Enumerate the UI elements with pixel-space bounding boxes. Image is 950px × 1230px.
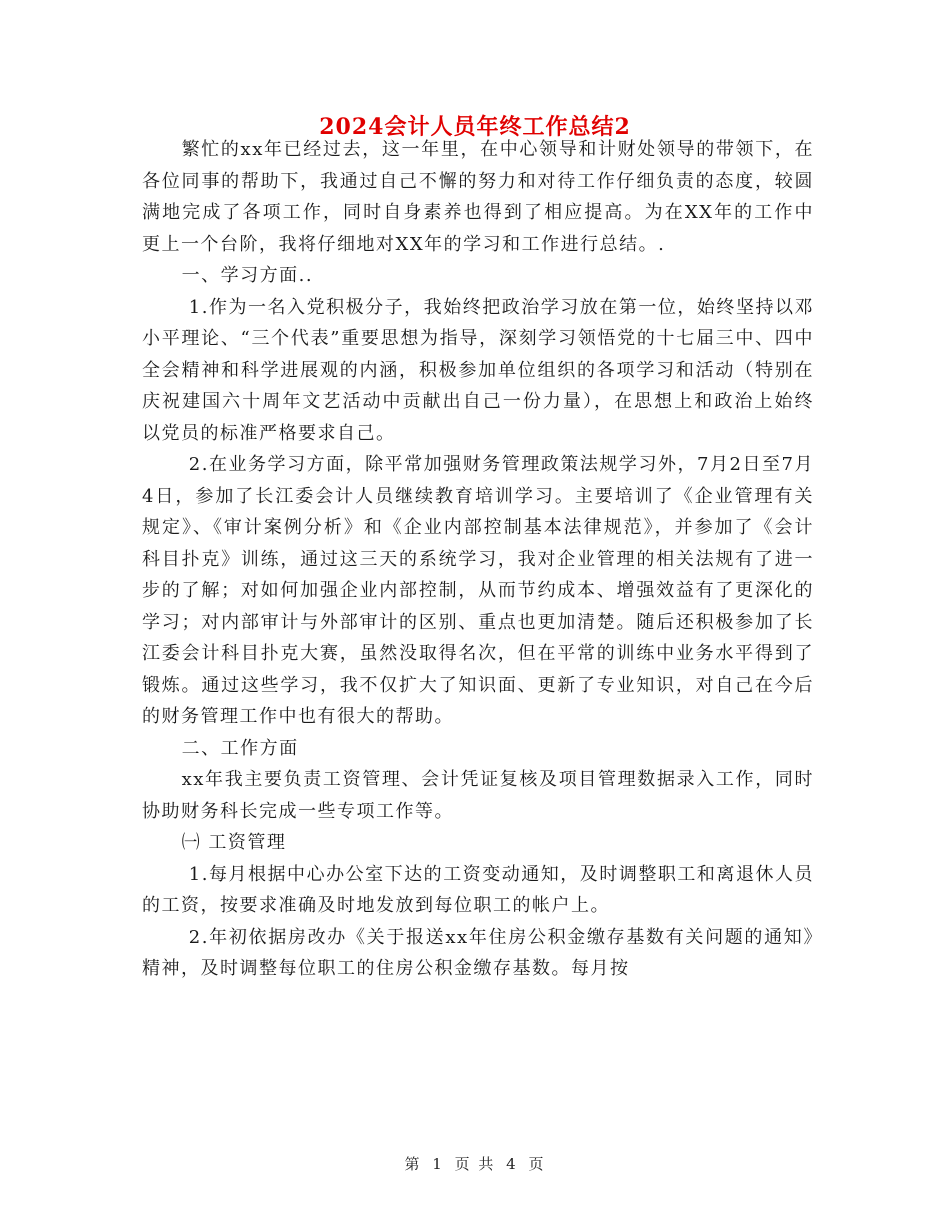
paragraph-business-study: 2.在业务学习方面，除平常加强财务管理政策法规学习外，7月2日至7月4日，参加了长江委会计人员继续教育培训学习。主要培训了《企业管理有关规定》、《审计案例分析》和《企业内部控制基本法律规范》，并参加了《会计科目扑克》训练，通过这三天的系统学习，我对企业管理的相关法规有了进一步的了解；对如何加强企业内部控制，从而节约成本、增强效益有了更深化的学习；对内部审计与外部审计的区别、重点也更加清楚。随后还积极参加了长江委会计科目扑克大赛，虽然没取得名次，但在平常的训练中业务水平得到了锻炼。通过这些学习，我不仅扩大了知识面、更新了专业知识，对自己在今后的财务管理工作中也有很大的帮助。 — [142, 454, 814, 727]
footer-suffix: 页 — [528, 1155, 546, 1173]
paragraph-political-study: 1.作为一名入党积极分子，我始终把政治学习放在第一位，始终坚持以邓小平理论、“三个代表”重要思想为指导，深刻学习领悟党的十七届三中、四中全会精神和科学进展观的内涵，积极参加单位组织的各项学习和活动（特别在庆祝建国六十周年文艺活动中贡献出自己一份力量），在思想上和政治上始终以党员的标准严格要求自己。 — [142, 296, 814, 444]
footer-middle: 页 共 — [454, 1155, 496, 1173]
page-footer — [0, 1152, 950, 1176]
section-heading-work: 二、工作方面 — [181, 737, 299, 759]
section-heading-study: 一、学习方面.. — [181, 265, 314, 286]
paragraph-intro: 繁忙的xx年已经过去，这一年里，在中心领导和计财处领导的带领下，在各位同事的帮助下，我通过自己不懈的努力和对待工作仔细负责的态度，较圆满地完成了各项工作，同时自身素养也得到了相应提高。为在XX年的工作中更上一个台阶，我将仔细地对XX年的学习和工作进行总结。. — [142, 139, 814, 255]
footer-prefix: 第 — [404, 1155, 422, 1173]
paragraph-work-overview: xx年我主要负责工资管理、会计凭证复核及项目管理数据录入工作，同时协助财务科长完成一些专项工作等。 — [142, 769, 814, 822]
document-body — [142, 134, 814, 985]
footer-current-page: 1 — [432, 1155, 444, 1173]
footer-total-pages: 4 — [506, 1155, 518, 1173]
paragraph-housing-fund: 2.年初依据房改办《关于报送xx年住房公积金缴存基数有关问题的通知》精神，及时调整每位职工的住房公积金缴存基数。每月按 — [142, 926, 814, 979]
page-title: 2024会计人员年终工作总结2 — [319, 114, 631, 140]
subsection-heading-salary: ㈠ 工资管理 — [181, 832, 287, 853]
paragraph-salary-adjustment: 1.每月根据中心办公室下达的工资变动通知，及时调整职工和离退休人员的工资，按要求准确及时地发放到每位职工的帐户上。 — [142, 863, 814, 916]
